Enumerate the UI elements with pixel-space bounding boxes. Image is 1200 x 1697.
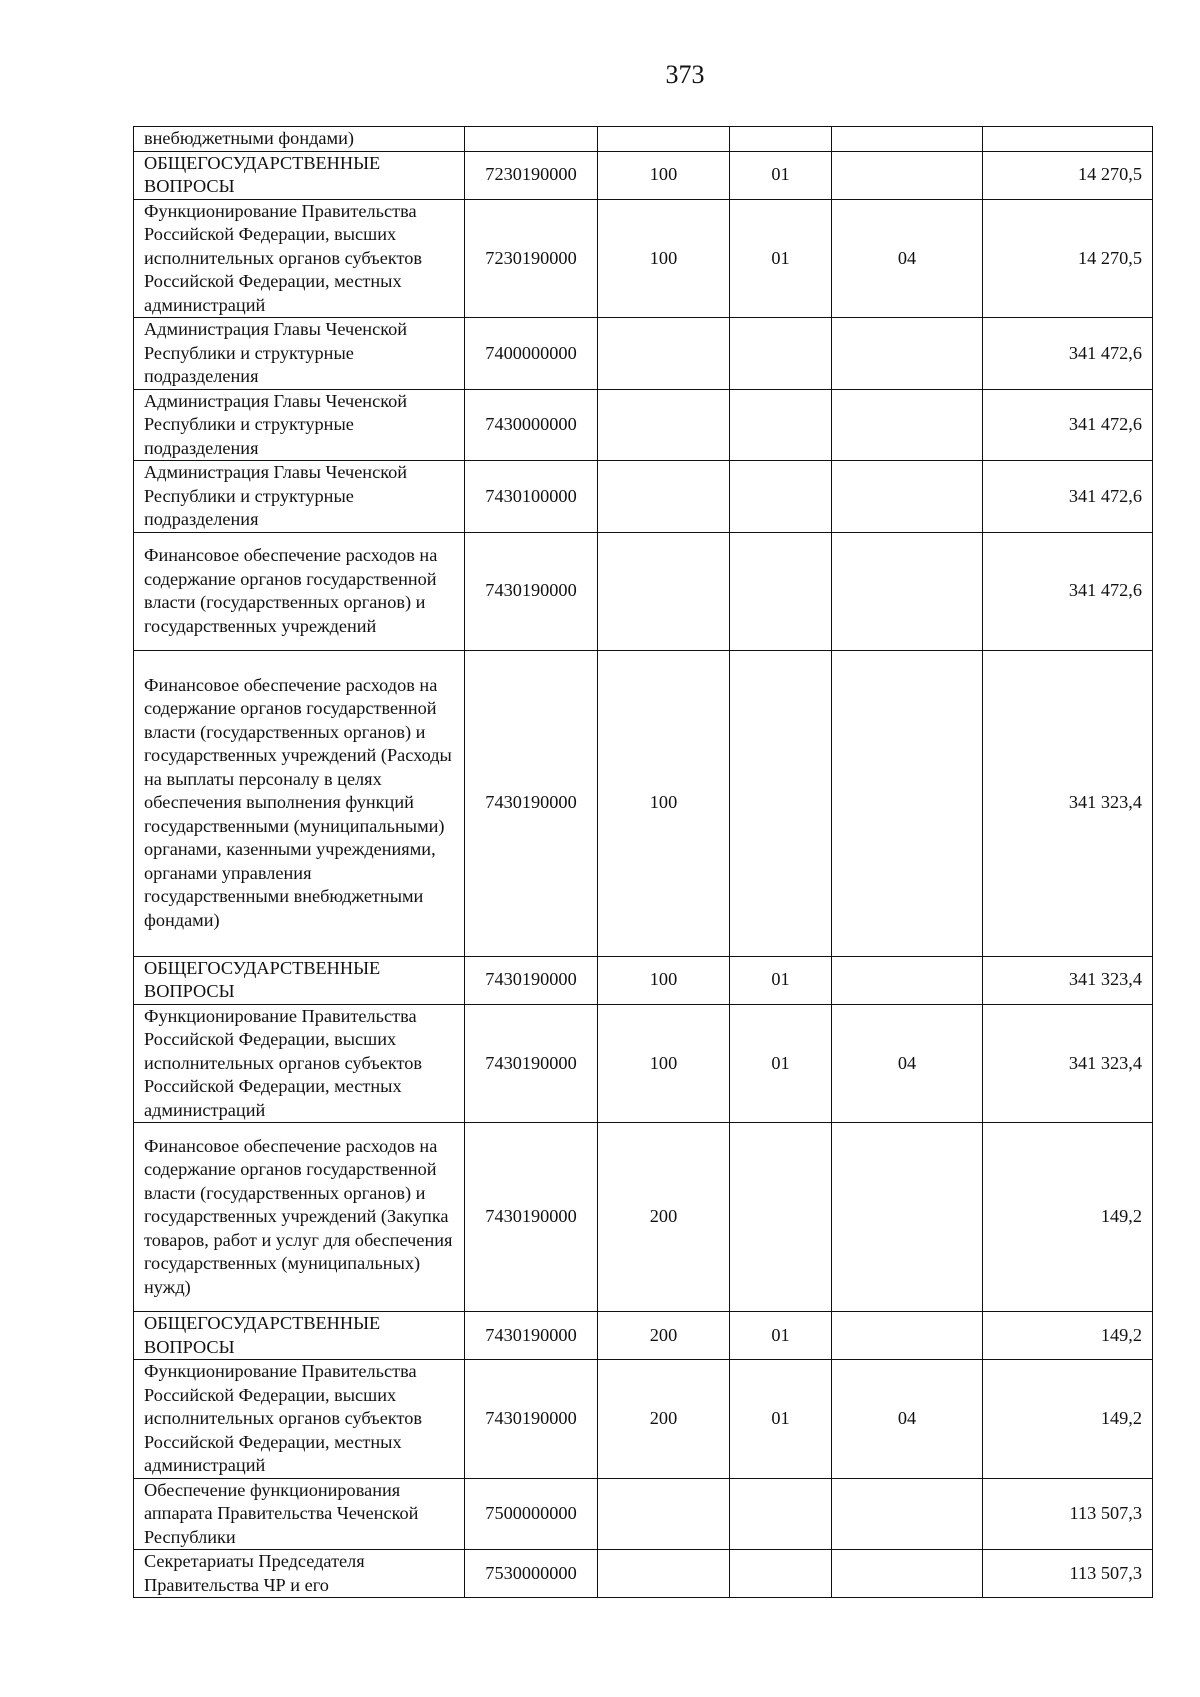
row-csr: 7430190000 (465, 1312, 598, 1360)
row-sum: 341 472,6 (983, 461, 1153, 533)
row-name: ОБЩЕГОСУДАРСТВЕННЫЕ ВОПРОСЫ (134, 956, 465, 1004)
row-name: Администрация Главы Чеченской Республики и структурные подразделения (134, 389, 465, 461)
row-sum: 341 472,6 (983, 532, 1153, 650)
row-csr: 7400000000 (465, 318, 598, 390)
row-pr (832, 650, 983, 956)
row-rz (730, 1123, 832, 1312)
row-vr: 100 (598, 956, 730, 1004)
table-row (134, 1478, 1153, 1550)
table-row (134, 127, 1153, 152)
row-sum: 341 472,6 (983, 389, 1153, 461)
row-vr: 200 (598, 1312, 730, 1360)
row-pr: 04 (832, 199, 983, 318)
row-pr (832, 1478, 983, 1550)
row-rz (730, 318, 832, 390)
row-csr: 7430190000 (465, 1360, 598, 1479)
table-row (134, 199, 1153, 318)
table-row (134, 1123, 1153, 1312)
row-name: Обеспечение функционирования аппарата Правительства Чеченской Республики (134, 1478, 465, 1550)
row-pr (832, 389, 983, 461)
table-row (134, 532, 1153, 650)
row-name: Секретариаты Председателя Правительства ЧР и его (134, 1550, 465, 1598)
row-vr: 100 (598, 1004, 730, 1123)
row-pr (832, 127, 983, 152)
page-number: 373 (665, 60, 705, 89)
row-csr: 7430100000 (465, 461, 598, 533)
row-pr (832, 956, 983, 1004)
row-rz (730, 650, 832, 956)
row-sum (983, 127, 1153, 152)
row-vr (598, 389, 730, 461)
table-row (134, 650, 1153, 956)
row-rz (730, 127, 832, 152)
row-vr (598, 1478, 730, 1550)
row-csr: 7530000000 (465, 1550, 598, 1598)
row-pr (832, 1123, 983, 1312)
table-row (134, 1550, 1153, 1598)
row-rz (730, 389, 832, 461)
row-pr (832, 1312, 983, 1360)
row-sum: 113 507,3 (983, 1478, 1153, 1550)
row-name: Администрация Главы Чеченской Республики и структурные подразделения (134, 318, 465, 390)
table-row (134, 1004, 1153, 1123)
row-vr: 200 (598, 1123, 730, 1312)
table-row (134, 318, 1153, 390)
table-row (134, 389, 1153, 461)
row-rz (730, 1478, 832, 1550)
row-rz: 01 (730, 199, 832, 318)
row-vr: 100 (598, 151, 730, 199)
row-rz (730, 1550, 832, 1598)
row-csr: 7500000000 (465, 1478, 598, 1550)
row-csr: 7430190000 (465, 532, 598, 650)
row-rz (730, 532, 832, 650)
row-sum: 341 323,4 (983, 650, 1153, 956)
row-sum: 14 270,5 (983, 151, 1153, 199)
row-vr: 100 (598, 650, 730, 956)
row-rz: 01 (730, 1312, 832, 1360)
row-name: внебюджетными фондами) (134, 127, 465, 152)
row-vr (598, 127, 730, 152)
row-sum: 149,2 (983, 1360, 1153, 1479)
row-name: Финансовое обеспечение расходов на содержание органов государственной власти (государственных органов) и государственных учреждений (Закупка товаров, работ и услуг для обеспечения государственных (муниципальных) нужд) (134, 1123, 465, 1312)
row-pr (832, 151, 983, 199)
row-vr: 200 (598, 1360, 730, 1479)
row-sum: 113 507,3 (983, 1550, 1153, 1598)
row-name: Функционирование Правительства Российской Федерации, высших исполнительных органов субъектов Российской Федерации, местных администраций (134, 1004, 465, 1123)
row-csr: 7230190000 (465, 199, 598, 318)
row-csr: 7230190000 (465, 151, 598, 199)
row-rz: 01 (730, 1360, 832, 1479)
row-vr (598, 532, 730, 650)
row-sum: 149,2 (983, 1312, 1153, 1360)
row-name: Финансовое обеспечение расходов на содержание органов государственной власти (государственных органов) и государственных учреждений (134, 532, 465, 650)
row-csr: 7430190000 (465, 650, 598, 956)
table-row (134, 1312, 1153, 1360)
row-vr (598, 461, 730, 533)
budget-table (133, 126, 1153, 1598)
row-name: ОБЩЕГОСУДАРСТВЕННЫЕ ВОПРОСЫ (134, 1312, 465, 1360)
row-pr (832, 461, 983, 533)
row-csr: 7430190000 (465, 1123, 598, 1312)
row-name: Финансовое обеспечение расходов на содержание органов государственной власти (государственных органов) и государственных учреждений (Расходы на выплаты персоналу в целях обеспечения выполнения функций государственными (муниципальными) органами, казенными учреждениями, органами управления государственными внебюджетными фондами) (134, 650, 465, 956)
row-sum: 149,2 (983, 1123, 1153, 1312)
row-rz: 01 (730, 151, 832, 199)
row-csr (465, 127, 598, 152)
row-name: Функционирование Правительства Российской Федерации, высших исполнительных органов субъектов Российской Федерации, местных администраций (134, 1360, 465, 1479)
row-sum: 14 270,5 (983, 199, 1153, 318)
row-name: Функционирование Правительства Российской Федерации, высших исполнительных органов субъектов Российской Федерации, местных администраций (134, 199, 465, 318)
row-sum: 341 323,4 (983, 956, 1153, 1004)
row-rz: 01 (730, 956, 832, 1004)
row-vr (598, 318, 730, 390)
row-vr (598, 1550, 730, 1598)
row-vr: 100 (598, 199, 730, 318)
table-row (134, 151, 1153, 199)
row-csr: 7430000000 (465, 389, 598, 461)
row-csr: 7430190000 (465, 956, 598, 1004)
row-rz: 01 (730, 1004, 832, 1123)
row-name: Администрация Главы Чеченской Республики и структурные подразделения (134, 461, 465, 533)
row-sum: 341 472,6 (983, 318, 1153, 390)
row-pr: 04 (832, 1004, 983, 1123)
table-row (134, 461, 1153, 533)
row-sum: 341 323,4 (983, 1004, 1153, 1123)
row-pr (832, 1550, 983, 1598)
row-rz (730, 461, 832, 533)
table-row (134, 956, 1153, 1004)
row-name: ОБЩЕГОСУДАРСТВЕННЫЕ ВОПРОСЫ (134, 151, 465, 199)
row-pr (832, 532, 983, 650)
table-row (134, 1360, 1153, 1479)
row-pr (832, 318, 983, 390)
row-pr: 04 (832, 1360, 983, 1479)
row-csr: 7430190000 (465, 1004, 598, 1123)
